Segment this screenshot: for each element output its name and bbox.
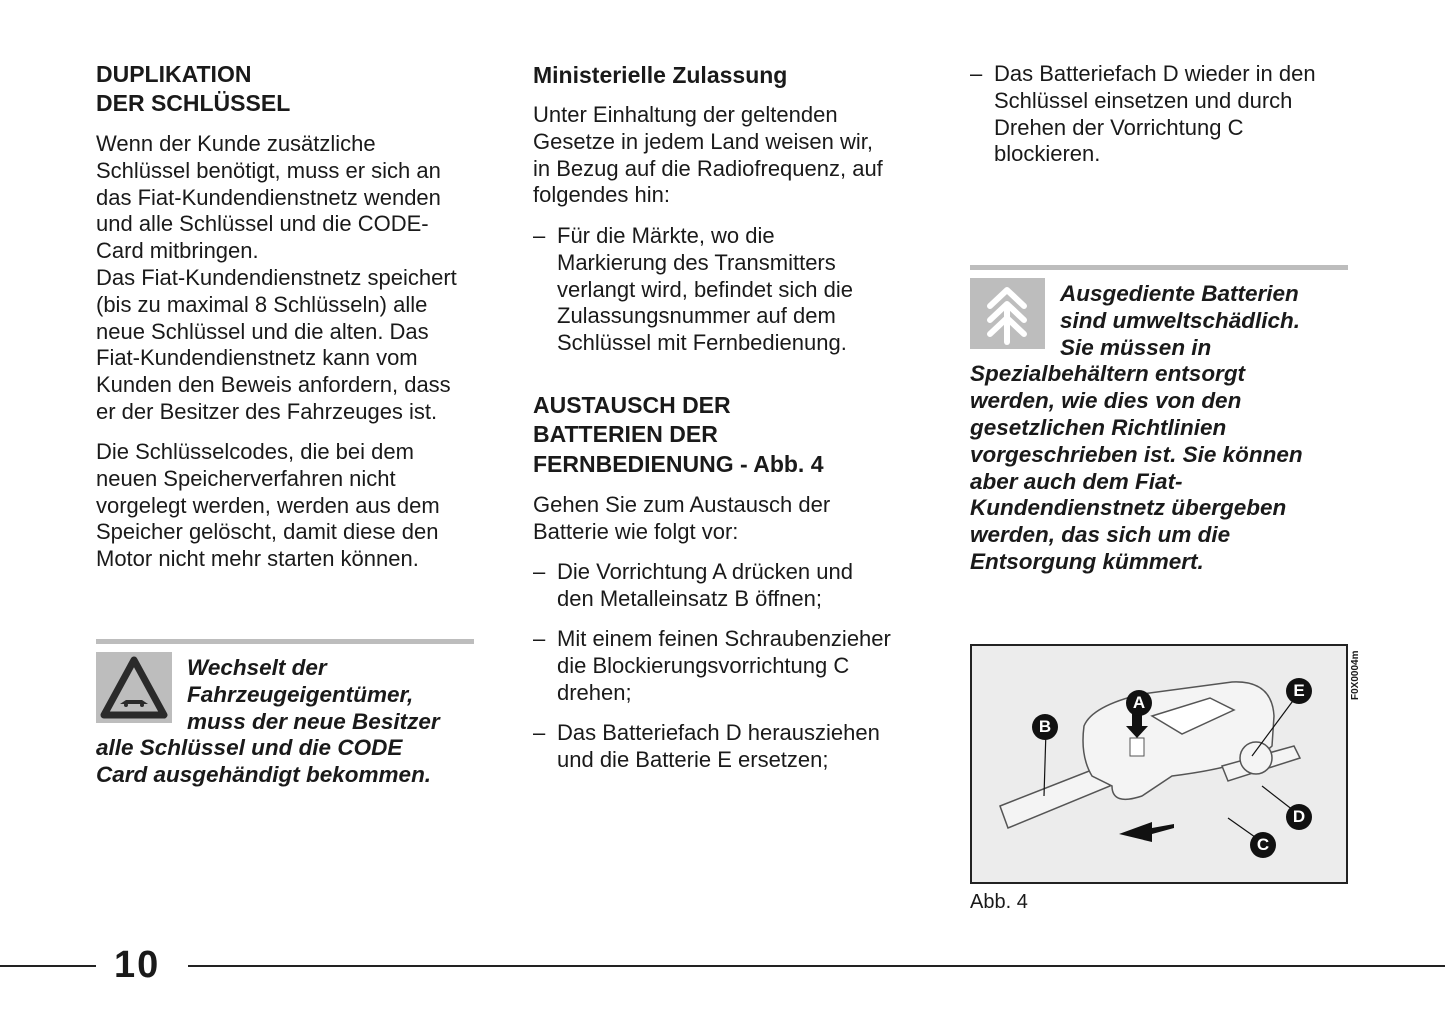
text-line: Die Vorrichtung A drücken und xyxy=(557,559,853,584)
heading-ministerielle-zulassung xyxy=(533,61,787,90)
text-line: Card mitbringen. xyxy=(96,238,259,264)
text-line: alle Schlüssel und die CODE xyxy=(96,735,403,761)
label-c-badge xyxy=(1250,832,1276,858)
text-line: Motor nicht mehr starten können. xyxy=(96,546,419,572)
figure-code: F0X0004m xyxy=(1350,650,1361,700)
text-line: aber auch dem Fiat- xyxy=(970,468,1183,494)
figure-key-battery xyxy=(970,644,1348,884)
text-line: in Bezug auf die Radiofrequenz, auf xyxy=(533,155,883,181)
dash-marker: – xyxy=(533,559,546,584)
label-e: E xyxy=(1286,678,1312,704)
text-line: Sie müssen in xyxy=(1060,334,1212,360)
text-line: DUPLIKATION xyxy=(96,61,252,87)
text-line: neuen Speicherverfahren nicht xyxy=(96,465,396,491)
text-line: sind umweltschädlich. xyxy=(1060,307,1301,333)
text-line: drehen; xyxy=(557,679,632,705)
step-2 xyxy=(533,626,891,706)
text-line: Das Fiat-Kundendienstnetz speichert xyxy=(96,264,457,290)
text-line: Das Batteriefach D herausziehen xyxy=(557,720,880,745)
paragraph-duplication xyxy=(96,131,457,426)
divider xyxy=(970,265,1348,270)
divider xyxy=(96,639,474,644)
label-c: C xyxy=(1250,832,1276,858)
text-line: AUSTAUSCH DER xyxy=(533,392,731,418)
text-line: Schlüssel einsetzen und durch xyxy=(994,87,1293,113)
text-line: Schlüssel mit Fernbedienung. xyxy=(557,330,847,356)
text-line: das Fiat-Kundendienstnetz wenden xyxy=(96,184,441,210)
text-line: Drehen der Vorrichtung C xyxy=(994,114,1244,140)
label-d: D xyxy=(1286,804,1312,830)
step-4 xyxy=(970,61,1316,168)
heading-duplikation xyxy=(96,60,290,119)
text-line: blockieren. xyxy=(994,141,1101,167)
page-number: 10 xyxy=(114,944,161,986)
footer-line-right xyxy=(188,965,1445,967)
text-line: Kunden den Beweis anfordern, dass xyxy=(96,372,451,398)
text-line: und die Batterie E ersetzen; xyxy=(557,746,829,772)
dash-marker: – xyxy=(533,720,546,745)
text-line: vorgeschrieben ist. Sie können xyxy=(970,441,1303,467)
text-line: Mit einem feinen Schraubenzieher xyxy=(557,626,891,651)
text-line: den Metalleinsatz B öffnen; xyxy=(557,585,822,611)
dash-marker: – xyxy=(970,61,983,86)
text-line: werden, das sich um die xyxy=(970,522,1231,548)
text-line: Fiat-Kundendienstnetz kann vom xyxy=(96,345,418,371)
text-line: BATTERIEN DER xyxy=(533,421,718,448)
text-line: Spezialbehältern entsorgt xyxy=(970,361,1246,387)
text-line: Wechselt der xyxy=(187,655,327,680)
text-line: neue Schlüssel und die alten. Das xyxy=(96,318,429,344)
text-line: gesetzlichen Richtlinien xyxy=(970,414,1227,440)
text-line: vorgelegt werden, werden aus dem xyxy=(96,492,440,518)
text-line: Speicher gelöscht, damit diese den xyxy=(96,519,439,545)
paragraph-key-codes xyxy=(96,439,440,573)
note-battery-disposal xyxy=(970,281,1303,576)
text-line: Kundendienstnetz übergeben xyxy=(970,495,1287,521)
text-line: Markierung des Transmitters xyxy=(557,249,836,275)
text-line: Das Batteriefach D wieder in den xyxy=(994,61,1316,86)
text-line: Schlüssel benötigt, muss er sich an xyxy=(96,157,441,183)
heading-battery-replacement xyxy=(533,391,824,479)
text-line: DER SCHLÜSSEL xyxy=(96,90,291,117)
text-line: Entsorgung kümmert. xyxy=(970,548,1204,574)
paragraph-battery-intro xyxy=(533,492,830,546)
text-line: Unter Einhaltung der geltenden xyxy=(533,102,838,127)
figure-caption: Abb. 4 xyxy=(970,891,1028,913)
text-line: die Blockierungsvorrichtung C xyxy=(557,652,850,678)
text-line: Gesetze in jedem Land weisen wir, xyxy=(533,128,873,154)
warning-owner-change xyxy=(96,655,440,789)
label-a-badge xyxy=(1126,690,1152,716)
paragraph-approval xyxy=(533,102,883,209)
text-line: Die Schlüsselcodes, die bei dem xyxy=(96,439,414,464)
text-line: Ministerielle Zulassung xyxy=(533,62,788,88)
text-line: muss der neue Besitzer xyxy=(187,708,440,734)
dash-marker: – xyxy=(533,626,546,651)
label-b-badge xyxy=(1032,714,1058,740)
text-line: Für die Märkte, wo die xyxy=(557,223,775,248)
text-line: folgendes hin: xyxy=(533,182,670,208)
label-d-badge xyxy=(1286,804,1312,830)
footer-line-left xyxy=(0,965,96,967)
text-line: er der Besitzer des Fahrzeuges ist. xyxy=(96,398,438,424)
text-line: Fahrzeugeigentümer, xyxy=(187,681,414,707)
text-line: Gehen Sie zum Austausch der xyxy=(533,492,831,517)
text-line: verlangt wird, befindet sich die xyxy=(557,276,853,302)
text-line: Wenn der Kunde zusätzliche xyxy=(96,131,376,156)
text-line: Ausgediente Batterien xyxy=(1060,281,1299,306)
text-line: Zulassungsnummer auf dem xyxy=(557,303,836,329)
label-b: B xyxy=(1032,714,1058,740)
text-line: werden, wie dies von den xyxy=(970,388,1242,414)
bullet-transmitter-marking xyxy=(533,223,853,357)
label-a: A xyxy=(1126,690,1152,716)
text-line: FERNBEDIENUNG - Abb. 4 xyxy=(533,450,824,477)
dash-marker: – xyxy=(533,223,546,248)
text-line: Card ausgehändigt bekommen. xyxy=(96,762,432,788)
text-line: Batterie wie folgt vor: xyxy=(533,518,739,544)
step-3 xyxy=(533,720,880,774)
text-line: und alle Schlüssel und die CODE- xyxy=(96,211,429,237)
text-line: (bis zu maximal 8 Schlüsseln) alle xyxy=(96,291,428,317)
step-1 xyxy=(533,559,853,613)
label-e-badge xyxy=(1286,678,1312,704)
